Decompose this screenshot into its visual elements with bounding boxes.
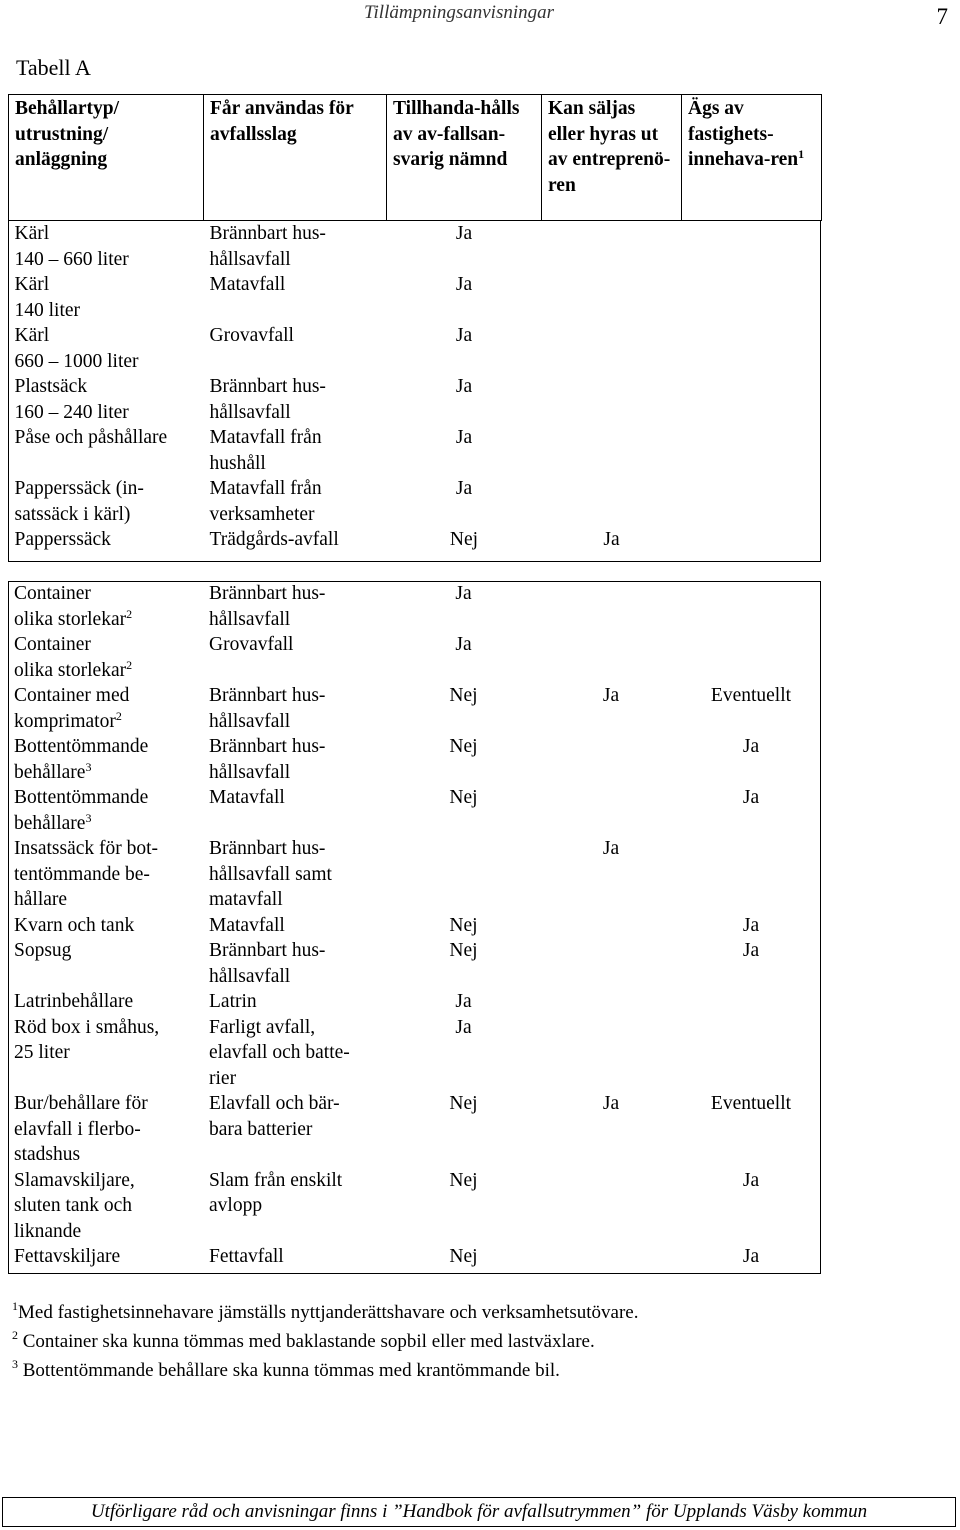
- table-cell: [541, 913, 681, 939]
- table-cell: Ja: [455, 274, 473, 295]
- table-cell: [681, 632, 821, 683]
- table-caption: Tabell A: [16, 55, 91, 80]
- table-cell: [682, 425, 822, 476]
- table-cell: Ja: [455, 325, 473, 346]
- table-cell: Farligt avfall, elavfall och batte- rier: [209, 1016, 350, 1089]
- table-cell: Slam från enskilt avlopp: [209, 1169, 343, 1216]
- table-cell: [541, 989, 681, 1015]
- table-cell: Matavfall: [209, 914, 285, 936]
- table-row: [8, 1168, 821, 1245]
- table-cell: [681, 836, 821, 913]
- table-cell: Ja: [742, 914, 760, 936]
- table-border: [8, 581, 9, 1274]
- table-cell: Papperssäck (in- satssäck i kärl): [14, 478, 144, 525]
- column-header: Tillhanda-hålls av av-fallsan-svarig nämnd: [387, 95, 542, 221]
- table-cell: Matavfall: [209, 787, 285, 808]
- table-cell: [681, 581, 821, 632]
- table-row: [8, 734, 821, 785]
- table-cell: [682, 323, 822, 374]
- table-cell: [541, 632, 681, 683]
- table-row: [8, 989, 821, 1015]
- footnote-ref: 2: [126, 657, 133, 672]
- table-cell: Plastsäck 160 – 240 liter: [14, 376, 129, 423]
- table-cell: [542, 374, 682, 425]
- footnote-ref: 1: [798, 147, 805, 161]
- table-cell: [542, 425, 682, 476]
- table-cell: Ja: [455, 991, 472, 1012]
- table-row: [8, 632, 821, 683]
- footnote-ref: 3: [85, 810, 92, 825]
- table-cell: Ja: [455, 634, 472, 655]
- table-cell: [682, 527, 822, 553]
- table-cell: [541, 734, 681, 785]
- table-row: [8, 836, 821, 913]
- table-cell: Nej: [449, 1169, 478, 1191]
- table-cell: [386, 836, 541, 913]
- table-cell: Sopsug: [14, 940, 72, 961]
- table-body-bottom: [8, 581, 821, 1270]
- table-cell: Påse och påshållare: [14, 427, 168, 448]
- footnote-ref: 2: [126, 606, 133, 621]
- table-cell: Ja: [455, 376, 473, 397]
- table-row: [8, 938, 821, 989]
- table-cell: Ja: [602, 685, 620, 706]
- table-row: [9, 527, 822, 553]
- table-cell: [682, 221, 822, 273]
- table-cell: [541, 1168, 681, 1245]
- running-header: [0, 2, 960, 29]
- column-header: Ägs av fastighets-innehava-ren$^1$: [682, 95, 822, 221]
- footnote: $^3$ Bottentömmande behållare ska kunna tömmas med krantömmande bil.: [12, 1357, 560, 1381]
- table-cell: Bottentömmande behållare$^3$: [14, 787, 149, 834]
- table-cell: Brännbart hus- hållsavfall: [209, 736, 326, 783]
- table-cell: [541, 581, 681, 632]
- table-cell: Nej: [449, 914, 478, 936]
- table-row: [8, 581, 821, 632]
- table-cell: Fettavfall: [209, 1246, 284, 1267]
- table-cell: Matavfall från hushåll: [209, 427, 322, 474]
- table-cell: [542, 272, 682, 323]
- column-header: Får användas för avfallsslag: [204, 95, 387, 221]
- column-header: Behållartyp/ utrustning/ anläggning: [9, 95, 204, 221]
- table-cell: Nej: [449, 529, 479, 550]
- waste-table-bottom: [8, 581, 821, 1270]
- table-cell: Nej: [449, 1246, 478, 1267]
- table-cell: Kärl 140 liter: [14, 274, 81, 321]
- table-cell: Ja: [742, 940, 760, 961]
- table-cell: Grovavfall: [209, 634, 294, 655]
- table-cell: [681, 1015, 821, 1092]
- table-cell: [541, 785, 681, 836]
- table-cell: Elavfall och bär- bara batterier: [209, 1093, 340, 1140]
- table-border: [820, 220, 821, 562]
- table-row: [8, 913, 821, 939]
- page-footer: Utförligare råd och anvisningar finns i ”Handbok för avfallsutrymmen” för Upplands Väsby kommun: [2, 1497, 956, 1527]
- table-cell: Bottentömmande behållare$^3$: [14, 736, 149, 783]
- table-cell: Nej: [449, 736, 478, 757]
- table-cell: [541, 938, 681, 989]
- table-cell: Grovavfall: [209, 325, 294, 346]
- table-cell: [541, 1244, 681, 1270]
- table-cell: Ja: [455, 223, 473, 244]
- table-cell: Ja: [602, 1093, 620, 1114]
- table-cell: Matavfall från verksamheter: [209, 478, 322, 525]
- table-row: [8, 1091, 821, 1168]
- table-cell: Ja: [742, 1246, 760, 1267]
- table-cell: Ja: [742, 736, 760, 757]
- table-cell: Nej: [449, 940, 478, 961]
- footnote-ref: 3: [85, 759, 92, 774]
- table-row: [8, 785, 821, 836]
- table-row: [8, 683, 821, 734]
- table-cell: Fettavskiljare: [14, 1246, 121, 1267]
- table-cell: [541, 1015, 681, 1092]
- table-cell: Röd box i småhus, 25 liter: [14, 1016, 160, 1063]
- table-cell: Container med komprimator$^2$: [14, 685, 130, 732]
- table-cell: Ja: [742, 1169, 760, 1191]
- table-cell: [542, 476, 682, 527]
- table-cell: Kärl 140 – 660 liter: [14, 223, 129, 270]
- table-row: [8, 1244, 821, 1270]
- waste-table-top: [8, 94, 822, 553]
- table-cell: Ja: [455, 478, 473, 499]
- header-title: Tillämpningsanvisningar: [364, 2, 555, 23]
- table-cell: Slamavskiljare, sluten tank och liknande: [14, 1169, 135, 1242]
- table-cell: Nej: [449, 685, 478, 706]
- table-cell: Trädgårds-avfall: [209, 529, 339, 550]
- table-cell: Latrin: [209, 991, 257, 1012]
- table-cell: Ja: [602, 838, 620, 859]
- table-cell: [682, 476, 822, 527]
- page-number: 7: [936, 4, 948, 29]
- table-cell: Brännbart hus- hållsavfall: [209, 940, 326, 987]
- table-cell: [681, 989, 821, 1015]
- footnote: $^1$Med fastighetsinnehavare jämställs nyttjanderättshavare och verksamhetsutövare.: [12, 1299, 639, 1323]
- table-cell: Ja: [742, 787, 760, 808]
- table-cell: [682, 272, 822, 323]
- table-cell: [682, 374, 822, 425]
- table-row: [9, 374, 822, 425]
- table-cell: Brännbart hus- hållsavfall: [209, 583, 326, 630]
- table-row: [9, 272, 822, 323]
- table-cell: [542, 323, 682, 374]
- footnotes: [12, 1298, 638, 1385]
- table-cell: Insatssäck för bot- tentömmande be- hållare: [14, 838, 159, 910]
- table-cell: Matavfall: [209, 274, 286, 295]
- table-cell: Ja: [455, 427, 473, 448]
- table-cell: Ja: [455, 1016, 472, 1038]
- table-cell: Container olika storlekar$^2$: [14, 634, 133, 681]
- table-cell: Papperssäck: [14, 529, 111, 550]
- table-cell: Latrinbehållare: [14, 991, 134, 1012]
- table-cell: Brännbart hus- hållsavfall samt matavfall: [209, 838, 332, 910]
- table-cell: [542, 221, 682, 273]
- table-cell: Brännbart hus- hållsavfall: [209, 376, 326, 423]
- table-border: [820, 581, 821, 1274]
- table-cell: Ja: [603, 529, 620, 550]
- table-cell: Bur/behållare för elavfall i flerbo- stadshus: [14, 1093, 148, 1165]
- table-border: [8, 1273, 821, 1274]
- footnote-ref: 2: [115, 708, 122, 723]
- table-border: [8, 561, 821, 562]
- table-row: [9, 221, 822, 273]
- table-cell: Nej: [449, 1093, 478, 1114]
- table-row: [9, 476, 822, 527]
- table-cell: Brännbart hus- hållsavfall: [209, 223, 326, 270]
- table-row: [8, 1015, 821, 1092]
- table-cell: Nej: [449, 787, 478, 808]
- table-cell: Kvarn och tank: [14, 914, 135, 936]
- table-border: [8, 581, 821, 582]
- table-cell: Eventuellt: [710, 1093, 792, 1114]
- table-border: [8, 220, 9, 562]
- column-header: Kan säljas eller hyras ut av entreprenö-ren: [542, 95, 682, 221]
- table-cell: Eventuellt: [710, 685, 792, 706]
- table-row: [9, 425, 822, 476]
- table-cell: Container olika storlekar$^2$: [14, 583, 133, 630]
- table-body-top: [9, 221, 822, 553]
- table-cell: Brännbart hus- hållsavfall: [209, 685, 326, 732]
- footnote: $^2$ Container ska kunna tömmas med baklastande sopbil eller med lastväxlare.: [12, 1328, 595, 1352]
- table-cell: Kärl 660 – 1000 liter: [14, 325, 139, 372]
- table-cell: Ja: [455, 583, 472, 604]
- table-row: [9, 323, 822, 374]
